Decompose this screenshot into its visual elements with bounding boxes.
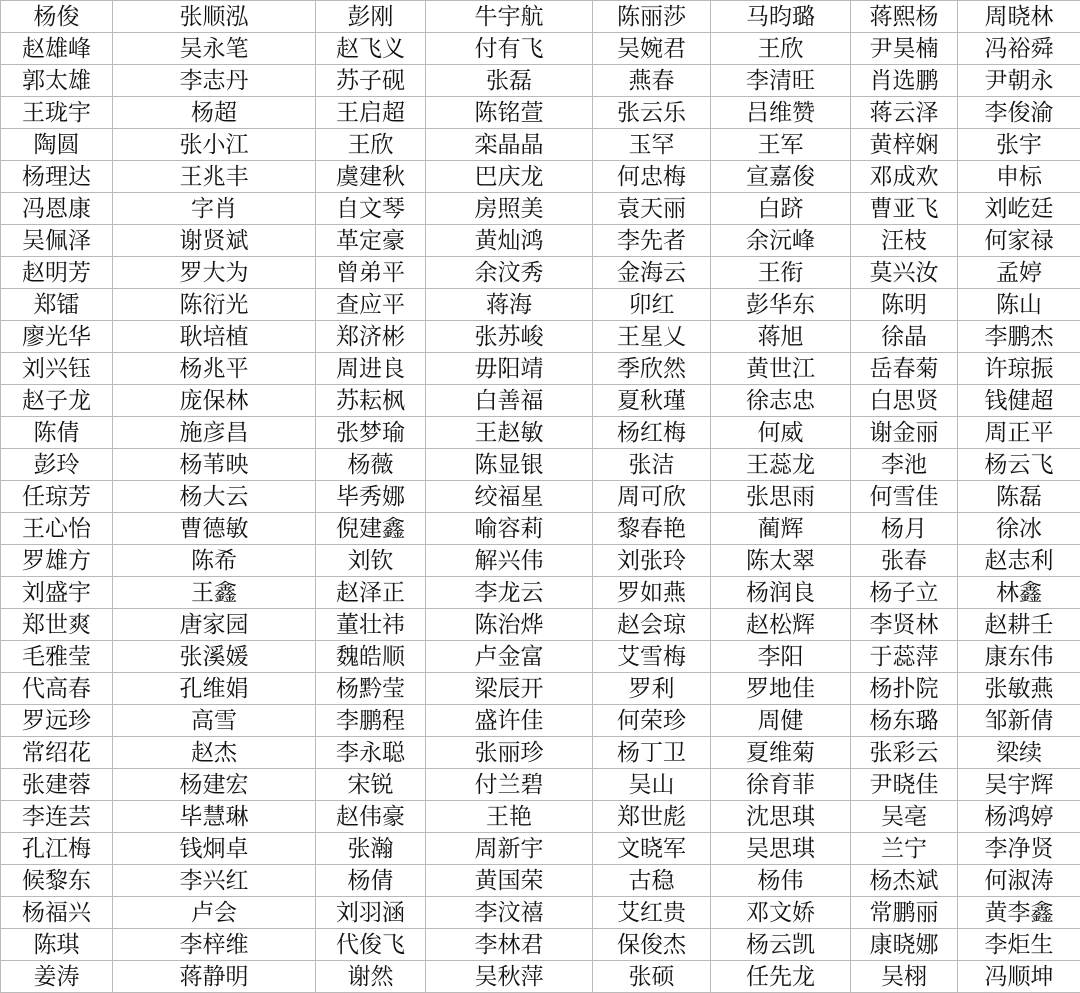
name-cell: 吴秋萍 — [426, 961, 593, 993]
name-cell: 王赵敏 — [426, 417, 593, 449]
name-cell: 刘屹廷 — [958, 193, 1080, 225]
name-cell: 彭刚 — [316, 1, 426, 33]
name-cell: 何家禄 — [958, 225, 1080, 257]
name-cell: 金海云 — [593, 257, 711, 289]
name-cell: 李林君 — [426, 929, 593, 961]
name-cell: 郑世彪 — [593, 801, 711, 833]
name-cell: 冯裕舜 — [958, 33, 1080, 65]
name-cell: 郭太雄 — [1, 65, 113, 97]
table-row — [1, 417, 1080, 449]
name-cell: 周健 — [711, 705, 851, 737]
name-cell: 自文琴 — [316, 193, 426, 225]
name-cell: 康晓娜 — [851, 929, 958, 961]
name-cell: 杨薇 — [316, 449, 426, 481]
name-cell: 赵明芳 — [1, 257, 113, 289]
name-cell: 刘张玲 — [593, 545, 711, 577]
name-cell: 卢金富 — [426, 641, 593, 673]
name-cell: 吴亳 — [851, 801, 958, 833]
name-cell: 宣嘉俊 — [711, 161, 851, 193]
name-cell: 曹亚飞 — [851, 193, 958, 225]
name-cell: 赵子龙 — [1, 385, 113, 417]
name-cell: 罗如燕 — [593, 577, 711, 609]
table-row — [1, 769, 1080, 801]
name-cell: 施彦昌 — [113, 417, 316, 449]
name-cell: 康东伟 — [958, 641, 1080, 673]
name-cell: 杨子立 — [851, 577, 958, 609]
name-cell: 杨伟 — [711, 865, 851, 897]
name-cell: 林鑫 — [958, 577, 1080, 609]
name-cell: 陈倩 — [1, 417, 113, 449]
name-cell: 蒋云泽 — [851, 97, 958, 129]
name-cell: 李梓维 — [113, 929, 316, 961]
name-cell: 燕春 — [593, 65, 711, 97]
name-cell: 谢贤斌 — [113, 225, 316, 257]
name-cell: 吴永笔 — [113, 33, 316, 65]
name-cell: 余汶秀 — [426, 257, 593, 289]
name-cell: 赵耕壬 — [958, 609, 1080, 641]
name-cell: 刘羽涵 — [316, 897, 426, 929]
name-cell: 李志丹 — [113, 65, 316, 97]
name-cell: 白跻 — [711, 193, 851, 225]
name-cell: 蒋旭 — [711, 321, 851, 353]
name-cell: 蒋海 — [426, 289, 593, 321]
name-cell: 陈琪 — [1, 929, 113, 961]
name-cell: 罗远珍 — [1, 705, 113, 737]
name-cell: 李兴红 — [113, 865, 316, 897]
name-cell: 蒋静明 — [113, 961, 316, 993]
name-cell: 李贤林 — [851, 609, 958, 641]
name-cell: 谢金丽 — [851, 417, 958, 449]
name-cell: 吴宇辉 — [958, 769, 1080, 801]
table-row — [1, 609, 1080, 641]
name-cell: 周进良 — [316, 353, 426, 385]
name-cell: 黄梓娴 — [851, 129, 958, 161]
table-row — [1, 961, 1080, 993]
name-cell: 孔维娟 — [113, 673, 316, 705]
name-cell: 巴庆龙 — [426, 161, 593, 193]
table-row — [1, 641, 1080, 673]
name-cell: 李鹏杰 — [958, 321, 1080, 353]
name-cell: 陶圆 — [1, 129, 113, 161]
name-cell: 王星乂 — [593, 321, 711, 353]
name-cell: 苏耘枫 — [316, 385, 426, 417]
name-cell: 周可欣 — [593, 481, 711, 513]
name-cell: 字肖 — [113, 193, 316, 225]
name-cell: 杨扑院 — [851, 673, 958, 705]
name-cell: 季欣然 — [593, 353, 711, 385]
name-cell: 于蕊萍 — [851, 641, 958, 673]
name-cell: 徐育菲 — [711, 769, 851, 801]
name-cell: 杨苇映 — [113, 449, 316, 481]
name-cell: 常绍花 — [1, 737, 113, 769]
name-cell: 房照美 — [426, 193, 593, 225]
name-cell: 李连芸 — [1, 801, 113, 833]
name-cell: 李先者 — [593, 225, 711, 257]
name-cell: 毋阳靖 — [426, 353, 593, 385]
name-cell: 杨超 — [113, 97, 316, 129]
name-cell: 吴婉君 — [593, 33, 711, 65]
name-cell: 李龙云 — [426, 577, 593, 609]
name-cell: 张彩云 — [851, 737, 958, 769]
name-cell: 白善福 — [426, 385, 593, 417]
name-cell: 邓成欢 — [851, 161, 958, 193]
name-cell: 廖光华 — [1, 321, 113, 353]
name-cell: 曹德敏 — [113, 513, 316, 545]
name-cell: 黄国荣 — [426, 865, 593, 897]
name-cell: 庞保林 — [113, 385, 316, 417]
name-cell: 张小江 — [113, 129, 316, 161]
name-cell: 白思贤 — [851, 385, 958, 417]
name-cell: 余沅峰 — [711, 225, 851, 257]
name-cell: 梁续 — [958, 737, 1080, 769]
table-row — [1, 513, 1080, 545]
name-cell: 马昀璐 — [711, 1, 851, 33]
table-row — [1, 97, 1080, 129]
table-row — [1, 929, 1080, 961]
name-cell: 刘兴钰 — [1, 353, 113, 385]
name-cell: 夏秋瑾 — [593, 385, 711, 417]
name-cell: 张苏峻 — [426, 321, 593, 353]
name-cell: 杨月 — [851, 513, 958, 545]
name-cell: 杨杰斌 — [851, 865, 958, 897]
name-cell: 刘钦 — [316, 545, 426, 577]
name-cell: 陈铭萱 — [426, 97, 593, 129]
name-cell: 邓文娇 — [711, 897, 851, 929]
name-cell: 赵伟豪 — [316, 801, 426, 833]
name-cell: 候黎东 — [1, 865, 113, 897]
name-cell: 魏皓顺 — [316, 641, 426, 673]
name-cell: 罗大为 — [113, 257, 316, 289]
table-row — [1, 801, 1080, 833]
table-row — [1, 1, 1080, 33]
name-cell: 杨兆平 — [113, 353, 316, 385]
name-cell: 冯顺坤 — [958, 961, 1080, 993]
name-cell: 兰宁 — [851, 833, 958, 865]
table-row — [1, 161, 1080, 193]
name-cell: 陈丽莎 — [593, 1, 711, 33]
name-cell: 张顺泓 — [113, 1, 316, 33]
name-cell: 杨倩 — [316, 865, 426, 897]
name-cell: 莫兴汝 — [851, 257, 958, 289]
name-cell: 杨云飞 — [958, 449, 1080, 481]
name-cell: 梁辰开 — [426, 673, 593, 705]
name-cell: 张瀚 — [316, 833, 426, 865]
name-cell: 陈希 — [113, 545, 316, 577]
name-cell: 代俊飞 — [316, 929, 426, 961]
name-cell: 吕维赞 — [711, 97, 851, 129]
name-cell: 钱健超 — [958, 385, 1080, 417]
name-cell: 杨鸿婷 — [958, 801, 1080, 833]
name-cell: 张洁 — [593, 449, 711, 481]
name-cell: 高雪 — [113, 705, 316, 737]
name-cell: 刘盛宇 — [1, 577, 113, 609]
name-cell: 张梦瑜 — [316, 417, 426, 449]
table-row — [1, 65, 1080, 97]
table-row — [1, 865, 1080, 897]
name-cell: 张建蓉 — [1, 769, 113, 801]
name-cell: 耿培植 — [113, 321, 316, 353]
name-cell: 陈治烨 — [426, 609, 593, 641]
name-cell: 苏子砚 — [316, 65, 426, 97]
name-cell: 陈明 — [851, 289, 958, 321]
name-cell: 夏维菊 — [711, 737, 851, 769]
name-cell: 黎春艳 — [593, 513, 711, 545]
table-row — [1, 481, 1080, 513]
name-cell: 杨黔莹 — [316, 673, 426, 705]
name-cell: 谢然 — [316, 961, 426, 993]
name-cell: 任琼芳 — [1, 481, 113, 513]
name-cell: 张敏燕 — [958, 673, 1080, 705]
name-cell: 陈显银 — [426, 449, 593, 481]
name-cell: 杨建宏 — [113, 769, 316, 801]
name-cell: 冯恩康 — [1, 193, 113, 225]
name-cell: 张磊 — [426, 65, 593, 97]
name-cell: 李清旺 — [711, 65, 851, 97]
name-cell: 张宇 — [958, 129, 1080, 161]
name-cell: 玉罕 — [593, 129, 711, 161]
name-cell: 杨福兴 — [1, 897, 113, 929]
name-cell: 革定豪 — [316, 225, 426, 257]
name-cell: 宋锐 — [316, 769, 426, 801]
name-cell: 尹朝永 — [958, 65, 1080, 97]
name-cell: 蔺辉 — [711, 513, 851, 545]
name-cell: 赵雄峰 — [1, 33, 113, 65]
table-row — [1, 33, 1080, 65]
name-cell: 罗地佳 — [711, 673, 851, 705]
name-cell: 罗利 — [593, 673, 711, 705]
name-cell: 王欣 — [316, 129, 426, 161]
name-cell: 钱炯卓 — [113, 833, 316, 865]
name-cell: 陈山 — [958, 289, 1080, 321]
name-cell: 解兴伟 — [426, 545, 593, 577]
name-cell: 陈衍光 — [113, 289, 316, 321]
name-cell: 吴佩泽 — [1, 225, 113, 257]
name-cell: 绞福星 — [426, 481, 593, 513]
table-row — [1, 545, 1080, 577]
name-cell: 查应平 — [316, 289, 426, 321]
name-cell: 尹晓佳 — [851, 769, 958, 801]
name-cell: 杨红梅 — [593, 417, 711, 449]
table-row — [1, 353, 1080, 385]
name-cell: 蒋熙杨 — [851, 1, 958, 33]
name-cell: 艾红贵 — [593, 897, 711, 929]
table-row — [1, 897, 1080, 929]
name-cell: 王鑫 — [113, 577, 316, 609]
table-row — [1, 321, 1080, 353]
name-cell: 李鹏程 — [316, 705, 426, 737]
name-cell: 黄李鑫 — [958, 897, 1080, 929]
name-table-body — [1, 1, 1080, 993]
name-cell: 卯红 — [593, 289, 711, 321]
name-cell: 邹新倩 — [958, 705, 1080, 737]
name-cell: 王衔 — [711, 257, 851, 289]
name-cell: 周新宇 — [426, 833, 593, 865]
name-cell: 李阳 — [711, 641, 851, 673]
name-cell: 王心怡 — [1, 513, 113, 545]
name-cell: 孟婷 — [958, 257, 1080, 289]
name-cell: 黄世江 — [711, 353, 851, 385]
name-cell: 常鹏丽 — [851, 897, 958, 929]
name-cell: 汪枝 — [851, 225, 958, 257]
table-row — [1, 449, 1080, 481]
table-row — [1, 257, 1080, 289]
name-cell: 虞建秋 — [316, 161, 426, 193]
table-row — [1, 385, 1080, 417]
name-cell: 吴山 — [593, 769, 711, 801]
name-cell: 保俊杰 — [593, 929, 711, 961]
table-row — [1, 577, 1080, 609]
table-row — [1, 833, 1080, 865]
name-cell: 许琼振 — [958, 353, 1080, 385]
name-cell: 王欣 — [711, 33, 851, 65]
name-cell: 王启超 — [316, 97, 426, 129]
name-cell: 徐晶 — [851, 321, 958, 353]
name-cell: 古稳 — [593, 865, 711, 897]
name-cell: 李汶禧 — [426, 897, 593, 929]
name-cell: 杨润良 — [711, 577, 851, 609]
name-cell: 杨云凯 — [711, 929, 851, 961]
name-cell: 喻容莉 — [426, 513, 593, 545]
name-cell: 毕慧琳 — [113, 801, 316, 833]
table-row — [1, 129, 1080, 161]
table-row — [1, 193, 1080, 225]
name-cell: 李永聪 — [316, 737, 426, 769]
name-cell: 徐冰 — [958, 513, 1080, 545]
name-cell: 王珑宇 — [1, 97, 113, 129]
name-cell: 张思雨 — [711, 481, 851, 513]
name-cell: 郑济彬 — [316, 321, 426, 353]
name-cell: 代高春 — [1, 673, 113, 705]
name-cell: 郑世爽 — [1, 609, 113, 641]
name-cell: 吴栩 — [851, 961, 958, 993]
name-cell: 沈思琪 — [711, 801, 851, 833]
name-cell: 徐志忠 — [711, 385, 851, 417]
name-cell: 赵飞义 — [316, 33, 426, 65]
name-cell: 付兰碧 — [426, 769, 593, 801]
name-cell: 唐家园 — [113, 609, 316, 641]
name-cell: 牛宇航 — [426, 1, 593, 33]
name-cell: 王艳 — [426, 801, 593, 833]
name-cell: 付有飞 — [426, 33, 593, 65]
name-cell: 黄灿鸿 — [426, 225, 593, 257]
name-cell: 张溪媛 — [113, 641, 316, 673]
name-cell: 周晓林 — [958, 1, 1080, 33]
name-cell: 张春 — [851, 545, 958, 577]
name-cell: 陈磊 — [958, 481, 1080, 513]
name-cell: 毛雅莹 — [1, 641, 113, 673]
name-cell: 张云乐 — [593, 97, 711, 129]
table-row — [1, 705, 1080, 737]
name-cell: 杨丁卫 — [593, 737, 711, 769]
name-cell: 王兆丰 — [113, 161, 316, 193]
name-cell: 董壮祎 — [316, 609, 426, 641]
name-cell: 任先龙 — [711, 961, 851, 993]
name-cell: 杨大云 — [113, 481, 316, 513]
name-cell: 罗雄方 — [1, 545, 113, 577]
name-cell: 孔江梅 — [1, 833, 113, 865]
name-cell: 文晓军 — [593, 833, 711, 865]
name-cell: 栾晶晶 — [426, 129, 593, 161]
name-cell: 王军 — [711, 129, 851, 161]
name-cell: 盛许佳 — [426, 705, 593, 737]
name-cell: 卢会 — [113, 897, 316, 929]
name-cell: 彭玲 — [1, 449, 113, 481]
name-cell: 李池 — [851, 449, 958, 481]
name-cell: 申标 — [958, 161, 1080, 193]
name-cell: 张丽珍 — [426, 737, 593, 769]
name-cell: 袁天丽 — [593, 193, 711, 225]
name-cell: 曾弟平 — [316, 257, 426, 289]
name-cell: 王蕊龙 — [711, 449, 851, 481]
name-cell: 尹昊楠 — [851, 33, 958, 65]
name-cell: 张硕 — [593, 961, 711, 993]
name-cell: 李俊渝 — [958, 97, 1080, 129]
name-cell: 姜涛 — [1, 961, 113, 993]
name-cell: 赵会琼 — [593, 609, 711, 641]
name-cell: 毕秀娜 — [316, 481, 426, 513]
table-row — [1, 225, 1080, 257]
name-cell: 何荣珍 — [593, 705, 711, 737]
name-cell: 彭华东 — [711, 289, 851, 321]
name-cell: 岳春菊 — [851, 353, 958, 385]
name-cell: 艾雪梅 — [593, 641, 711, 673]
table-row — [1, 289, 1080, 321]
name-cell: 何淑涛 — [958, 865, 1080, 897]
name-cell: 何雪佳 — [851, 481, 958, 513]
name-cell: 陈太翠 — [711, 545, 851, 577]
name-cell: 何威 — [711, 417, 851, 449]
name-cell: 倪建鑫 — [316, 513, 426, 545]
name-cell: 周正平 — [958, 417, 1080, 449]
table-row — [1, 673, 1080, 705]
name-cell: 赵杰 — [113, 737, 316, 769]
name-cell: 杨理达 — [1, 161, 113, 193]
name-cell: 赵松辉 — [711, 609, 851, 641]
name-cell: 肖选鹏 — [851, 65, 958, 97]
name-cell: 李炬生 — [958, 929, 1080, 961]
name-cell: 吴思琪 — [711, 833, 851, 865]
name-cell: 郑镭 — [1, 289, 113, 321]
name-cell: 杨俊 — [1, 1, 113, 33]
name-cell: 赵志利 — [958, 545, 1080, 577]
table-row — [1, 737, 1080, 769]
name-cell: 李净贤 — [958, 833, 1080, 865]
name-cell: 赵泽正 — [316, 577, 426, 609]
name-cell: 何忠梅 — [593, 161, 711, 193]
name-cell: 杨东璐 — [851, 705, 958, 737]
